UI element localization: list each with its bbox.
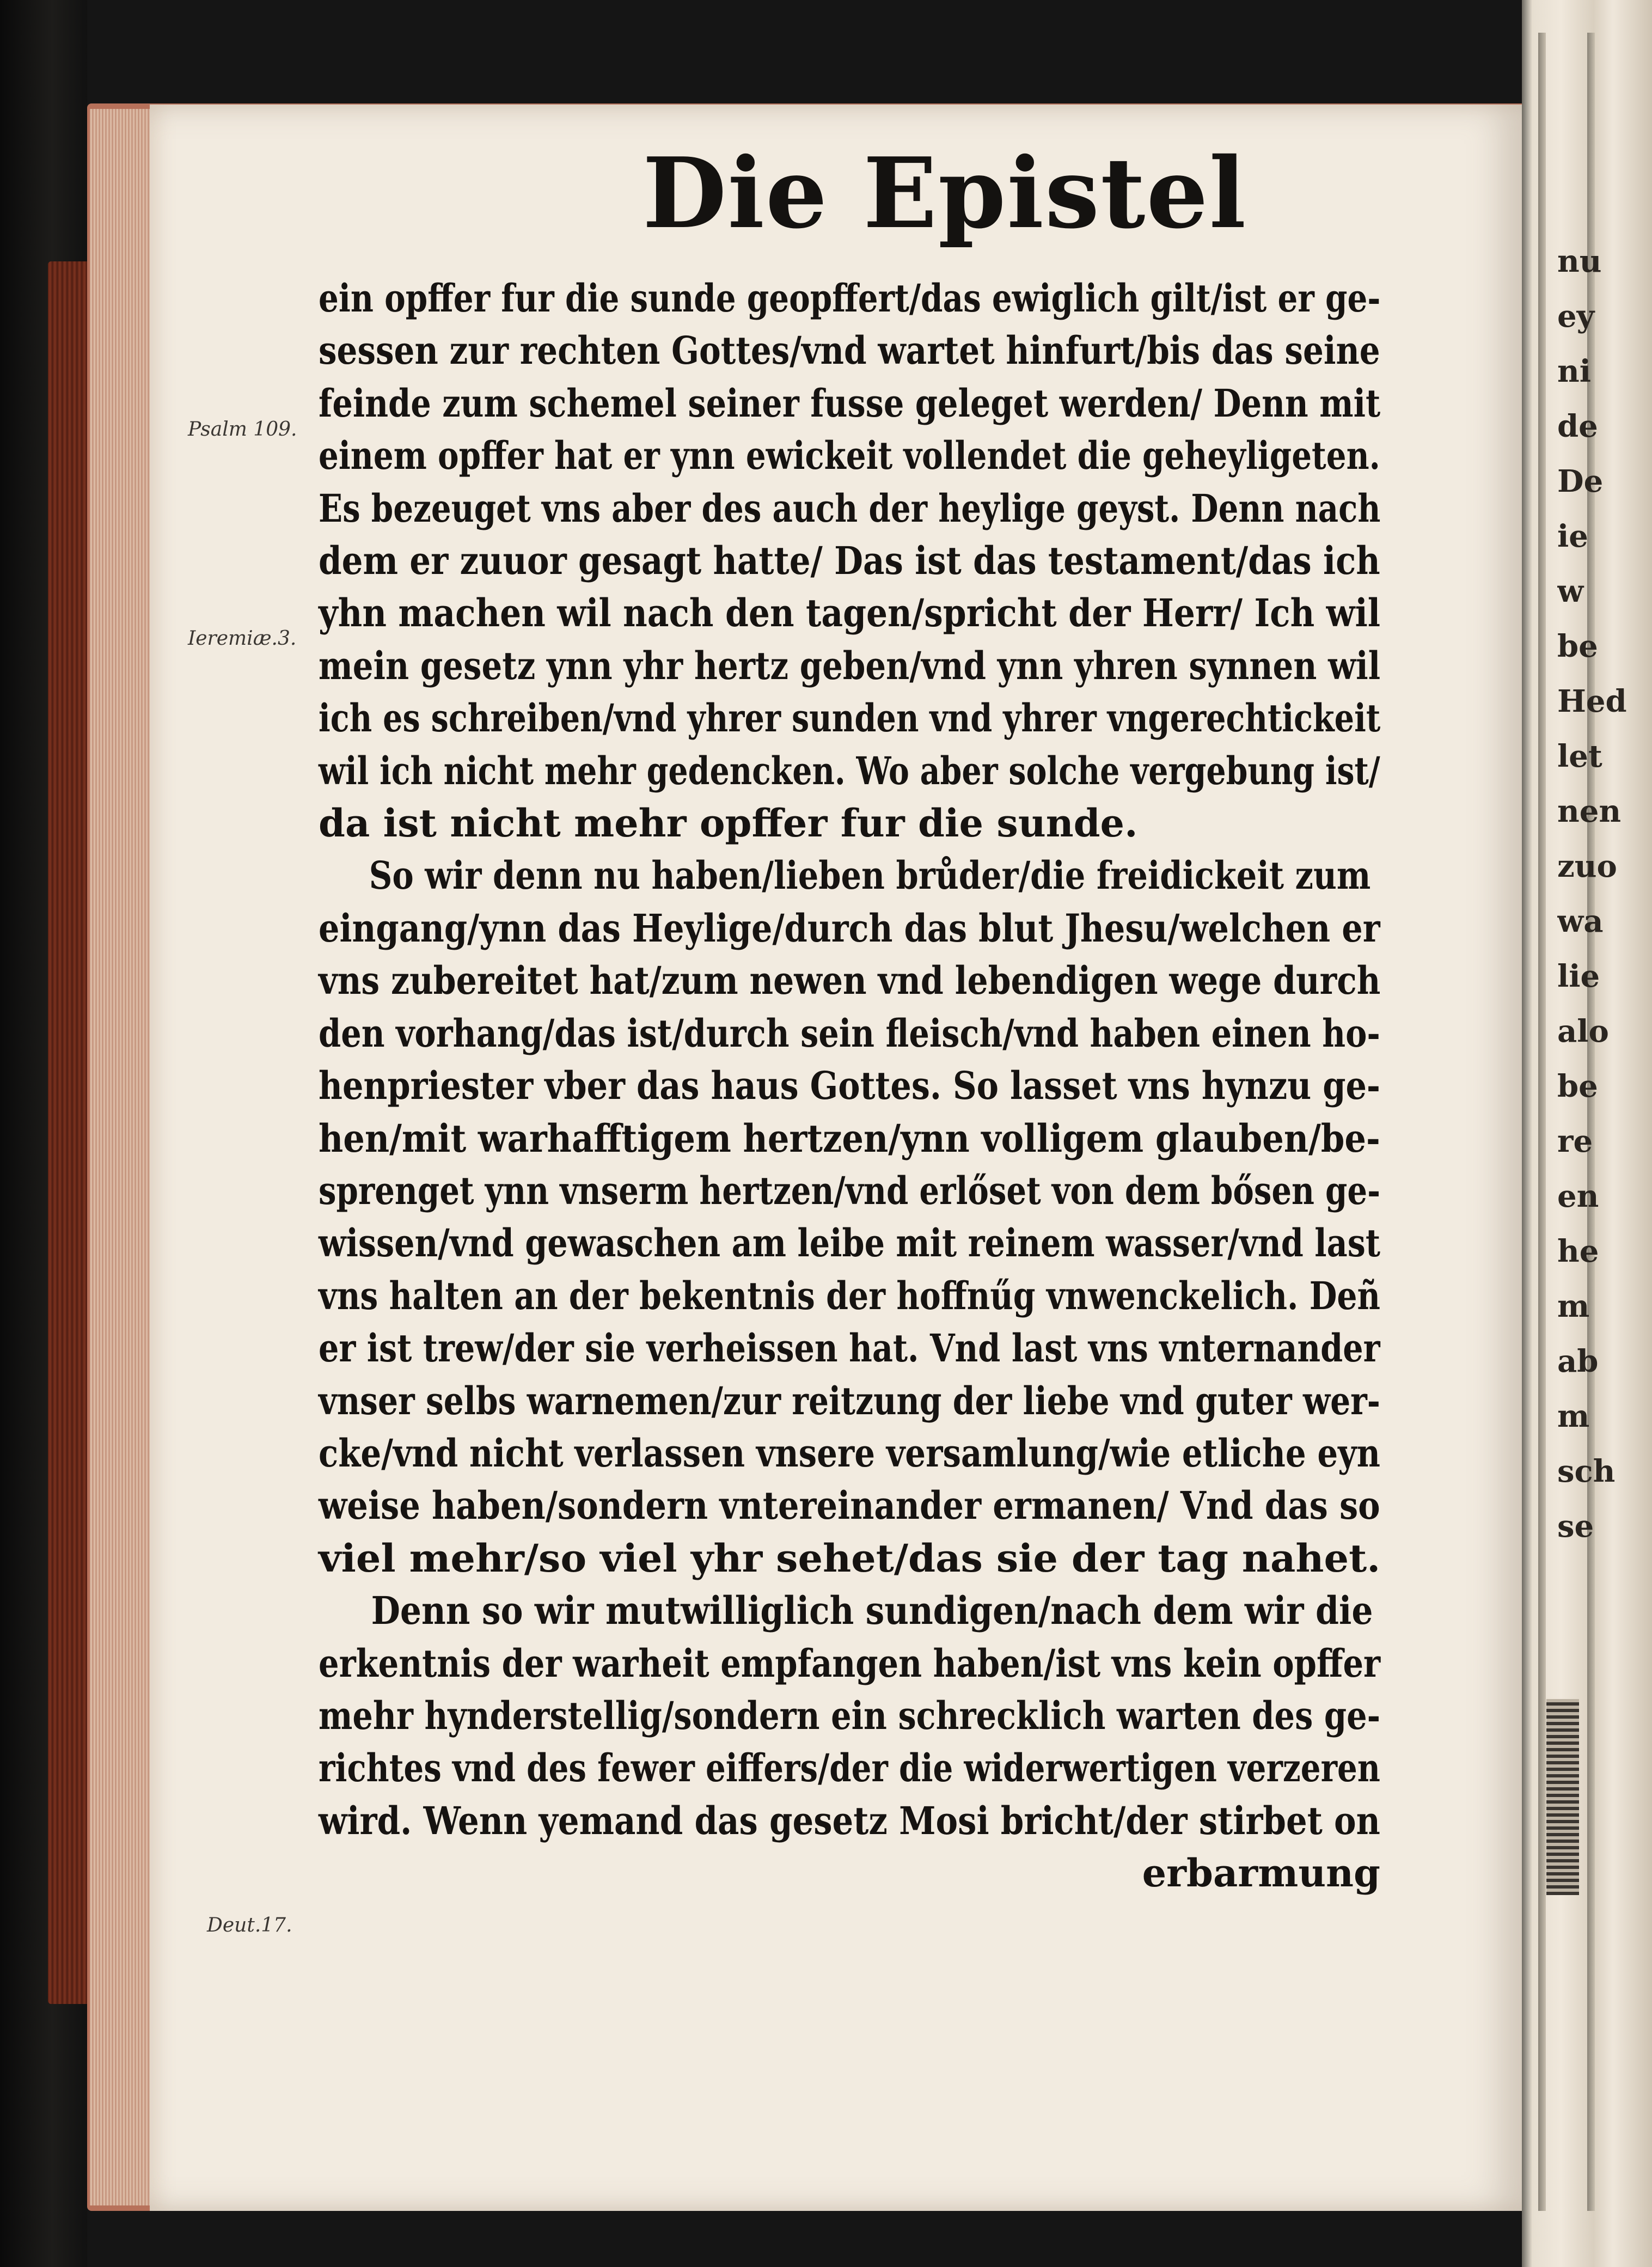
text-line: wil ich nicht mehr gedencken. Wo aber solche vergebung ist/ [319, 748, 1380, 793]
right-page-fragment: alo [1557, 1013, 1609, 1049]
right-page-fragment: zuo [1557, 848, 1617, 884]
text-line: So wir denn nu haben/lieben brůder/die freidickeit zum [369, 853, 1371, 899]
right-page-fragment: m [1557, 1398, 1590, 1434]
right-page-fragment: w [1557, 573, 1584, 609]
text-line: mein gesetz ynn yhr hertz geben/vnd ynn yhren synnen wil [319, 643, 1381, 688]
text-line: yhn machen wil nach den tagen/spricht der Herr/ Ich wil [319, 590, 1381, 636]
text-line: ein opffer fur die sunde geopffert/das ewiglich gilt/ist er ge- [319, 276, 1381, 321]
text-line: da ist nicht mehr opffer fur die sunde. [319, 801, 1138, 846]
right-page-fragment: en [1557, 1178, 1599, 1214]
right-page-fragment: nen [1557, 793, 1622, 829]
right-page-fragment: be [1557, 1068, 1598, 1104]
margin-note-jeremiah: Ieremiæ.3. [188, 627, 297, 650]
text-line: erbarmung [1142, 1850, 1380, 1896]
right-page-fragment: De [1557, 463, 1604, 499]
right-page-fragment: ni [1557, 353, 1591, 389]
right-page-fragment: m [1557, 1288, 1590, 1324]
text-line: weise haben/sondern vntereinander ermanen/ Vnd das so [319, 1483, 1380, 1529]
text-line: mehr hynderstellig/sondern ein schrecklich warten des ge- [319, 1692, 1381, 1738]
body-text [319, 272, 1380, 1900]
text-line: henpriester vber das haus Gottes. So lasset vns hynzu ge- [319, 1063, 1381, 1109]
text-line: erkentnis der warheit empfangen haben/ist vns kein opffer [319, 1640, 1381, 1686]
text-line: er ist trew/der sie verheissen hat. Vnd last vns vnternander [319, 1325, 1380, 1371]
page-title: Die Epistel [643, 136, 1247, 250]
text-line: ich es schreiben/vnd yhrer sunden vnd yhrer vngerechtickeit [319, 695, 1381, 741]
text-line: richtes vnd des fewer eiffers/der die widerwertigen verzeren [319, 1745, 1380, 1791]
text-line: feinde zum schemel seiner fusse geleget werden/ Denn mit [319, 380, 1381, 426]
text-line: vns halten an der bekentnis der hoffnűg vnwenckelich. Deñ [319, 1273, 1381, 1318]
text-line: cke/vnd nicht verlassen vnsere versamlung/wie etliche eyn [319, 1430, 1380, 1476]
text-line: sessen zur rechten Gottes/vnd wartet hinfurt/bis das seine [319, 328, 1380, 374]
text-line: hen/mit warhafftigem hertzen/ynn volligem glauben/be- [319, 1115, 1380, 1161]
text-line: vnser selbs warnemen/zur reitzung der liebe vnd guter wer- [319, 1378, 1380, 1423]
text-line: eingang/ynn das Heylige/durch das blut Jhesu/welchen er [319, 905, 1380, 951]
right-page-fragment: nu [1557, 243, 1602, 279]
right-page-ornament [1546, 1699, 1579, 1895]
text-line: Denn so wir mutwilliglich sundigen/nach dem wir die [371, 1588, 1373, 1634]
text-line: wird. Wenn yemand das gesetz Mosi bricht/der stirbet on [319, 1798, 1380, 1843]
text-line: wissen/vnd gewaschen am leibe mit reinem wasser/vnd last [319, 1220, 1380, 1266]
text-line: den vorhang/das ist/durch sein fleisch/vnd haben einen ho- [319, 1010, 1380, 1056]
right-page-fragments [1557, 234, 1650, 1554]
right-page-fragment: let [1557, 738, 1602, 774]
right-page-fragment: lie [1557, 958, 1600, 994]
text-line: sprenget ynn vnserm hertzen/vnd erlőset von dem bősen ge- [319, 1168, 1381, 1213]
page-fold [1538, 33, 1546, 2211]
right-page-fragment: ab [1557, 1343, 1599, 1379]
page-stack [90, 109, 155, 2205]
text-line: dem er zuuor gesagt hatte/ Das ist das testament/das ich [319, 538, 1380, 584]
right-page-fragment: sch [1557, 1453, 1616, 1489]
right-page-fragment: ey [1557, 298, 1595, 334]
margin-note-deut: Deut.17. [207, 1914, 292, 1936]
right-page-fragment: ie [1557, 518, 1588, 554]
text-line: viel mehr/so viel yhr sehet/das sie der tag nahet. [319, 1535, 1381, 1581]
text-line: vns zubereitet hat/zum newen vnd lebendigen wege durch [319, 958, 1381, 1004]
margin-note-psalm: Psalm 109. [188, 418, 297, 441]
right-page-fragment: wa [1557, 903, 1604, 939]
text-line: einem opffer hat er ynn ewickeit vollendet die geheyligeten. [319, 433, 1380, 479]
right-page-fragment: be [1557, 628, 1598, 664]
text-line: Es bezeuget vns aber des auch der heylige geyst. Denn nach [319, 485, 1381, 531]
right-page-fragment: de [1557, 408, 1598, 444]
right-page-fragment: he [1557, 1233, 1599, 1269]
right-page-fragment: Hed [1557, 683, 1627, 719]
right-page-fragment: re [1557, 1123, 1593, 1159]
right-page-fragment: se [1557, 1508, 1594, 1544]
